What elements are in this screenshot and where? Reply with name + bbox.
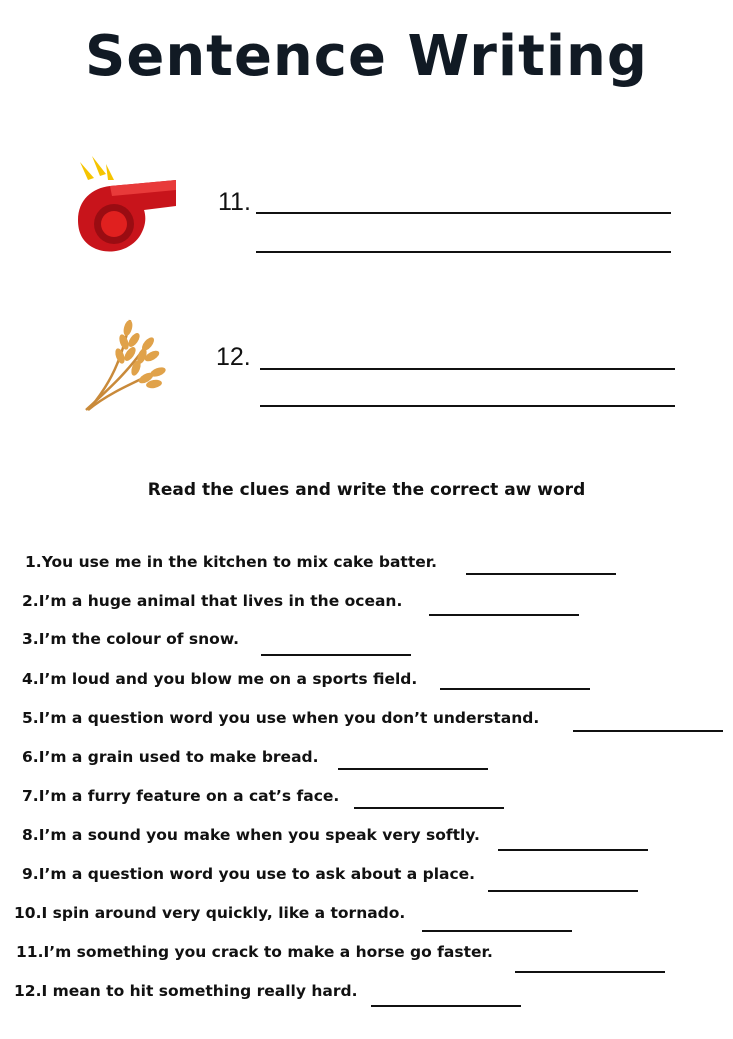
clue-2: 2.I’m a huge animal that lives in the ocean.	[22, 592, 403, 610]
page-title: Sentence Writing	[85, 24, 648, 89]
answer-blank-5[interactable]	[573, 730, 723, 732]
answer-blank-4[interactable]	[440, 688, 590, 690]
answer-blank-7[interactable]	[354, 807, 504, 809]
clue-6: 6.I’m a grain used to make bread.	[22, 748, 319, 766]
clue-9: 9.I’m a question word you use to ask about a place.	[22, 865, 476, 883]
answer-blank-8[interactable]	[498, 849, 648, 851]
answer-blank-3[interactable]	[261, 654, 411, 656]
clue-12: 12.I mean to hit something really hard.	[14, 982, 358, 1000]
instructions: Read the clues and write the correct aw word	[147, 480, 586, 500]
answer-blank-2[interactable]	[429, 614, 579, 616]
clue-4: 4.I’m loud and you blow me on a sports field.	[22, 670, 418, 688]
answer-blank-11[interactable]	[515, 971, 665, 973]
clue-5: 5.I’m a question word you use when you don’t understand.	[22, 709, 540, 727]
writing-line[interactable]	[256, 251, 671, 253]
clue-10: 10.I spin around very quickly, like a tornado.	[14, 904, 406, 922]
answer-blank-1[interactable]	[466, 573, 616, 575]
writing-number-12: 12.	[216, 343, 251, 371]
answer-blank-9[interactable]	[488, 890, 638, 892]
clue-7: 7.I’m a furry feature on a cat’s face.	[22, 787, 340, 805]
answer-blank-12[interactable]	[371, 1005, 521, 1007]
clue-11: 11.I’m something you crack to make a horse go faster.	[16, 943, 493, 961]
writing-line[interactable]	[260, 368, 675, 370]
writing-line[interactable]	[260, 405, 675, 407]
writing-line[interactable]	[256, 212, 671, 214]
clue-8: 8.I’m a sound you make when you speak very softly.	[22, 826, 480, 844]
wheat-icon	[80, 300, 175, 415]
clue-3: 3.I’m the colour of snow.	[22, 630, 240, 648]
answer-blank-10[interactable]	[422, 930, 572, 932]
clue-1: 1.You use me in the kitchen to mix cake batter.	[25, 553, 438, 571]
whistle-icon	[70, 150, 180, 260]
answer-blank-6[interactable]	[338, 768, 488, 770]
writing-number-11: 11.	[218, 188, 251, 216]
